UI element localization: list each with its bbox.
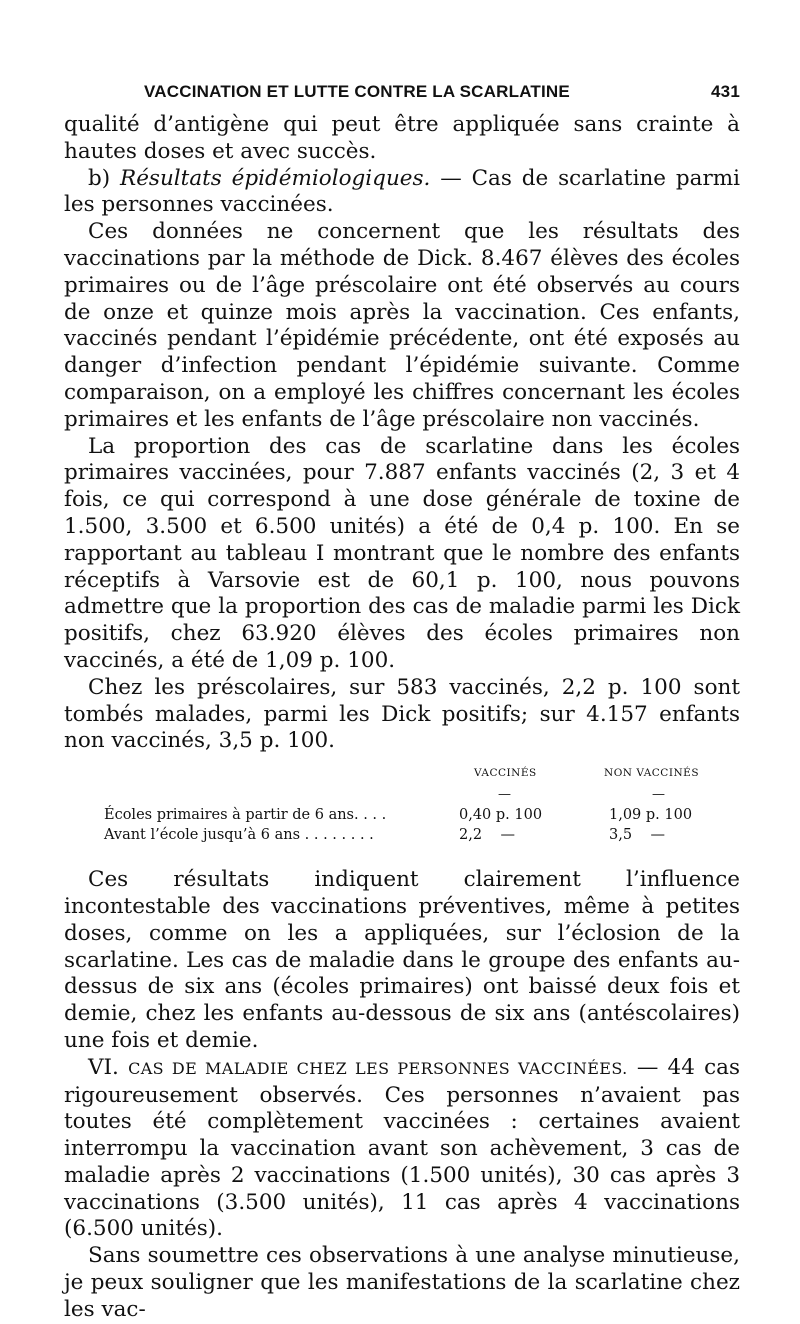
table-cell-not-vaccinated: 1,09 p. 100 bbox=[609, 807, 693, 824]
section-heading-cases: CAS DE MALADIE CHEZ LES PERSONNES VACCINÉES. bbox=[128, 1058, 628, 1078]
page-number: 431 bbox=[711, 82, 740, 101]
column-header-not-vaccinated: NON VACCINÉS bbox=[604, 767, 700, 780]
paragraph-3: Ces données ne concernent que les résultats des vaccinations par la méthode de Dick. 8.467 élèves des écoles primaires ou de l’âge préscolaire ont été observés au cours de onze et quinze mois après la vaccination. Ces enfants, vaccinés pendant l’épidémie précédente, ont été exposés au danger d’infection pendant l’épidémie suivante. Comme comparaison, on a employé les chiffres concernant les écoles primaires et les enfants de l’âge préscolaire non vaccinés. bbox=[64, 219, 740, 432]
table-row-label: Écoles primaires à partir de 6 ans. . . . bbox=[104, 807, 387, 824]
table-row-label: Avant l’école jusqu’à 6 ans . . . . . . . . bbox=[104, 827, 374, 844]
paragraph-2 bbox=[64, 166, 740, 220]
column-header-vaccinated: VACCINÉS bbox=[474, 767, 537, 780]
list-label: b) bbox=[88, 165, 111, 191]
results-table bbox=[64, 765, 740, 861]
page-content bbox=[64, 82, 740, 1324]
paragraph-7: Sans soumettre ces observations à une analyse minutieuse, je peux souligner que les manifestations de la scarlatine chez les vac- bbox=[64, 1243, 740, 1322]
paragraph-5: Chez les préscolaires, sur 583 vaccinés, 2,2 p. 100 sont tombés malades, parmi les Dick positifs; sur 4.157 enfants non vaccinés, 3,5 p. 100. bbox=[64, 674, 740, 754]
column-rule-not-vaccinated: — bbox=[652, 787, 665, 803]
running-title: VACCINATION ET LUTTE CONTRE LA SCARLATINE bbox=[144, 82, 570, 101]
column-rule-vaccinated: — bbox=[498, 787, 511, 803]
table-cell-vaccinated: 0,40 p. 100 bbox=[459, 807, 543, 824]
running-header bbox=[64, 82, 740, 112]
paragraph-1: qualité d’antigène qui peut être appliquée sans crainte à hautes doses et avec succès. bbox=[64, 112, 740, 164]
paragraph-2-text: — Cas de scarlatine parmi les personnes vaccinées. bbox=[64, 165, 740, 218]
section-6-text: — 44 cas rigoureusement observés. Ces personnes n’avaient pas toutes été complètement vaccinées : certaines avaient interrompu la vaccination avant son achèvement, 3 cas de maladie après 2 vaccinations (1.500 unités), 30 cas après 3 vaccinations (3.500 unités), 11 cas après 4 vaccinations (6.500 unités). bbox=[64, 1054, 740, 1242]
paragraph-6: Ces résultats indiquent clairement l’influence incontestable des vaccinations préventives, même à petites doses, comme on les a appliquées, sur l’éclosion de la scarlatine. Les cas de maladie dans le groupe des enfants au-dessus de six ans (écoles primaires) ont baissé deux fois et demie, chez les enfants au-dessous de six ans (antéscolaires) une fois et demie. bbox=[64, 867, 740, 1053]
table-cell-not-vaccinated: 3,5 — bbox=[609, 827, 665, 844]
table-cell-vaccinated: 2,2 — bbox=[459, 827, 515, 844]
section-number: VI. bbox=[88, 1054, 119, 1080]
section-6-paragraph bbox=[64, 1055, 740, 1244]
section-heading-results: Résultats épidémiologiques. bbox=[120, 165, 431, 191]
paragraph-4: La proportion des cas de scarlatine dans les écoles primaires vaccinées, pour 7.887 enfants vaccinés (2, 3 et 4 fois, ce qui correspond à une dose générale de toxine de 1.500, 3.500 et 6.500 unités) a été de 0,4 p. 100. En se rapportant au tableau I montrant que le nombre des enfants réceptifs à Varsovie est de 60,1 p. 100, nous pouvons admettre que la proportion des cas de maladie parmi les Dick positifs, chez 63.920 élèves des écoles primaires non vaccinés, a été de 1,09 p. 100. bbox=[64, 433, 740, 673]
